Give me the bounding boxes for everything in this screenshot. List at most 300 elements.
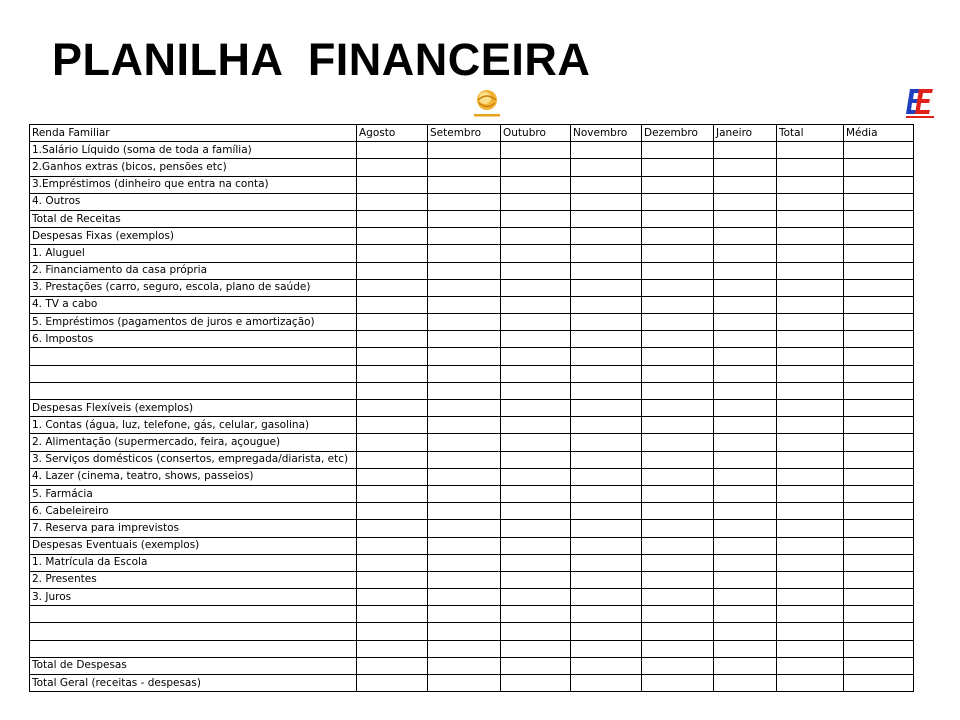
value-cell[interactable] xyxy=(357,451,428,468)
value-cell[interactable] xyxy=(714,296,777,313)
value-cell[interactable] xyxy=(357,193,428,210)
value-cell[interactable] xyxy=(571,417,642,434)
value-cell[interactable] xyxy=(777,537,844,554)
row-label: 5. Farmácia xyxy=(30,485,357,502)
value-cell[interactable] xyxy=(777,520,844,537)
table-row xyxy=(30,554,914,571)
table-row xyxy=(30,417,914,434)
value-cell[interactable] xyxy=(501,640,571,657)
value-cell[interactable] xyxy=(714,589,777,606)
value-cell[interactable] xyxy=(571,503,642,520)
value-cell[interactable] xyxy=(428,537,501,554)
value-cell[interactable] xyxy=(844,485,914,502)
value-cell[interactable] xyxy=(844,640,914,657)
value-cell[interactable] xyxy=(357,589,428,606)
value-cell[interactable] xyxy=(571,400,642,417)
row-label: Total Geral (receitas - despesas) xyxy=(30,675,357,692)
value-cell[interactable] xyxy=(714,331,777,348)
value-cell[interactable] xyxy=(642,365,714,382)
value-cell[interactable] xyxy=(714,434,777,451)
value-cell[interactable] xyxy=(501,279,571,296)
value-cell[interactable] xyxy=(428,314,501,331)
value-cell[interactable] xyxy=(714,485,777,502)
value-cell[interactable] xyxy=(501,571,571,588)
value-cell[interactable] xyxy=(571,228,642,245)
value-cell[interactable] xyxy=(844,400,914,417)
value-cell[interactable] xyxy=(714,142,777,159)
value-cell[interactable] xyxy=(777,451,844,468)
value-cell[interactable] xyxy=(714,554,777,571)
value-cell[interactable] xyxy=(844,210,914,227)
row-label: 2. Alimentação (supermercado, feira, açougue) xyxy=(30,434,357,451)
value-cell[interactable] xyxy=(777,314,844,331)
value-cell[interactable] xyxy=(357,520,428,537)
table-row xyxy=(30,400,914,417)
value-cell[interactable] xyxy=(571,623,642,640)
value-cell[interactable] xyxy=(714,623,777,640)
value-cell[interactable] xyxy=(428,417,501,434)
value-cell[interactable] xyxy=(428,434,501,451)
row-label: Despesas Eventuais (exemplos) xyxy=(30,537,357,554)
row-label xyxy=(30,382,357,399)
value-cell[interactable] xyxy=(844,296,914,313)
value-cell[interactable] xyxy=(357,623,428,640)
value-cell[interactable] xyxy=(844,348,914,365)
value-cell[interactable] xyxy=(642,451,714,468)
value-cell[interactable] xyxy=(501,606,571,623)
value-cell[interactable] xyxy=(642,606,714,623)
value-cell[interactable] xyxy=(357,468,428,485)
value-cell[interactable] xyxy=(428,159,501,176)
value-cell[interactable] xyxy=(357,279,428,296)
value-cell[interactable] xyxy=(428,485,501,502)
month-column-header: Janeiro xyxy=(714,125,777,142)
value-cell[interactable] xyxy=(357,400,428,417)
value-cell[interactable] xyxy=(571,245,642,262)
value-cell[interactable] xyxy=(777,331,844,348)
value-cell[interactable] xyxy=(642,296,714,313)
value-cell[interactable] xyxy=(501,159,571,176)
value-cell[interactable] xyxy=(571,468,642,485)
value-cell[interactable] xyxy=(714,245,777,262)
value-cell[interactable] xyxy=(428,365,501,382)
value-cell[interactable] xyxy=(844,434,914,451)
value-cell[interactable] xyxy=(777,348,844,365)
row-label: Total de Receitas xyxy=(30,210,357,227)
value-cell[interactable] xyxy=(777,228,844,245)
row-label xyxy=(30,365,357,382)
value-cell[interactable] xyxy=(428,279,501,296)
value-cell[interactable] xyxy=(428,210,501,227)
value-cell[interactable] xyxy=(357,142,428,159)
value-cell[interactable] xyxy=(428,468,501,485)
value-cell[interactable] xyxy=(714,675,777,692)
value-cell[interactable] xyxy=(357,554,428,571)
value-cell[interactable] xyxy=(501,537,571,554)
value-cell[interactable] xyxy=(357,365,428,382)
value-cell[interactable] xyxy=(777,176,844,193)
value-cell[interactable] xyxy=(571,640,642,657)
value-cell[interactable] xyxy=(357,382,428,399)
value-cell[interactable] xyxy=(714,314,777,331)
value-cell[interactable] xyxy=(571,193,642,210)
value-cell[interactable] xyxy=(571,296,642,313)
value-cell[interactable] xyxy=(642,262,714,279)
value-cell[interactable] xyxy=(844,520,914,537)
value-cell[interactable] xyxy=(571,554,642,571)
value-cell[interactable] xyxy=(777,485,844,502)
value-cell[interactable] xyxy=(844,245,914,262)
value-cell[interactable] xyxy=(777,468,844,485)
row-label: 3. Prestações (carro, seguro, escola, plano de saúde) xyxy=(30,279,357,296)
value-cell[interactable] xyxy=(844,675,914,692)
value-cell[interactable] xyxy=(844,537,914,554)
value-cell[interactable] xyxy=(844,176,914,193)
value-cell[interactable] xyxy=(501,554,571,571)
value-cell[interactable] xyxy=(501,675,571,692)
value-cell[interactable] xyxy=(357,348,428,365)
value-cell[interactable] xyxy=(501,365,571,382)
value-cell[interactable] xyxy=(357,537,428,554)
value-cell[interactable] xyxy=(501,382,571,399)
value-cell[interactable] xyxy=(501,400,571,417)
value-cell[interactable] xyxy=(501,485,571,502)
value-cell[interactable] xyxy=(777,640,844,657)
month-column-header: Dezembro xyxy=(642,125,714,142)
value-cell[interactable] xyxy=(777,382,844,399)
value-cell[interactable] xyxy=(714,262,777,279)
value-cell[interactable] xyxy=(357,434,428,451)
value-cell[interactable] xyxy=(844,228,914,245)
row-label xyxy=(30,606,357,623)
table-row xyxy=(30,434,914,451)
value-cell[interactable] xyxy=(777,623,844,640)
value-cell[interactable] xyxy=(501,331,571,348)
header-row xyxy=(30,125,914,142)
value-cell[interactable] xyxy=(642,193,714,210)
value-cell[interactable] xyxy=(501,296,571,313)
value-cell[interactable] xyxy=(501,623,571,640)
value-cell[interactable] xyxy=(357,159,428,176)
value-cell[interactable] xyxy=(844,606,914,623)
value-cell[interactable] xyxy=(428,589,501,606)
value-cell[interactable] xyxy=(428,623,501,640)
row-label: 3.Empréstimos (dinheiro que entra na conta) xyxy=(30,176,357,193)
value-cell[interactable] xyxy=(357,571,428,588)
value-cell[interactable] xyxy=(571,314,642,331)
value-cell[interactable] xyxy=(501,176,571,193)
value-cell[interactable] xyxy=(844,657,914,674)
value-cell[interactable] xyxy=(642,589,714,606)
value-cell[interactable] xyxy=(777,210,844,227)
row-label: 1.Salário Líquido (soma de toda a família) xyxy=(30,142,357,159)
value-cell[interactable] xyxy=(571,485,642,502)
value-cell[interactable] xyxy=(428,193,501,210)
value-cell[interactable] xyxy=(642,537,714,554)
value-cell[interactable] xyxy=(714,382,777,399)
row-label: 1. Contas (água, luz, telefone, gás, celular, gasolina) xyxy=(30,417,357,434)
value-cell[interactable] xyxy=(714,417,777,434)
row-label: 4. Outros xyxy=(30,193,357,210)
value-cell[interactable] xyxy=(571,348,642,365)
value-cell[interactable] xyxy=(714,193,777,210)
value-cell[interactable] xyxy=(428,176,501,193)
row-label-header: Renda Familiar xyxy=(30,125,357,142)
value-cell[interactable] xyxy=(777,279,844,296)
row-label: 1. Aluguel xyxy=(30,245,357,262)
value-cell[interactable] xyxy=(428,331,501,348)
value-cell[interactable] xyxy=(642,571,714,588)
value-cell[interactable] xyxy=(428,451,501,468)
value-cell[interactable] xyxy=(714,520,777,537)
value-cell[interactable] xyxy=(501,503,571,520)
value-cell[interactable] xyxy=(501,193,571,210)
value-cell[interactable] xyxy=(642,417,714,434)
value-cell[interactable] xyxy=(428,382,501,399)
value-cell[interactable] xyxy=(571,365,642,382)
value-cell[interactable] xyxy=(501,657,571,674)
value-cell[interactable] xyxy=(714,468,777,485)
value-cell[interactable] xyxy=(844,417,914,434)
value-cell[interactable] xyxy=(428,675,501,692)
value-cell[interactable] xyxy=(642,675,714,692)
value-cell[interactable] xyxy=(571,142,642,159)
value-cell[interactable] xyxy=(642,245,714,262)
value-cell[interactable] xyxy=(714,606,777,623)
value-cell[interactable] xyxy=(844,571,914,588)
value-cell[interactable] xyxy=(357,331,428,348)
value-cell[interactable] xyxy=(642,503,714,520)
value-cell[interactable] xyxy=(642,176,714,193)
value-cell[interactable] xyxy=(642,228,714,245)
row-label: Despesas Flexíveis (exemplos) xyxy=(30,400,357,417)
table-row xyxy=(30,675,914,692)
value-cell[interactable] xyxy=(642,142,714,159)
value-cell[interactable] xyxy=(714,365,777,382)
value-cell[interactable] xyxy=(357,675,428,692)
value-cell[interactable] xyxy=(844,193,914,210)
value-cell[interactable] xyxy=(642,554,714,571)
value-cell[interactable] xyxy=(777,554,844,571)
value-cell[interactable] xyxy=(428,348,501,365)
value-cell[interactable] xyxy=(357,262,428,279)
value-cell[interactable] xyxy=(501,245,571,262)
value-cell[interactable] xyxy=(777,589,844,606)
table-row xyxy=(30,331,914,348)
table-row xyxy=(30,193,914,210)
value-cell[interactable] xyxy=(428,606,501,623)
value-cell[interactable] xyxy=(777,296,844,313)
value-cell[interactable] xyxy=(844,331,914,348)
value-cell[interactable] xyxy=(571,657,642,674)
value-cell[interactable] xyxy=(428,296,501,313)
month-column-header: Novembro xyxy=(571,125,642,142)
value-cell[interactable] xyxy=(357,485,428,502)
value-cell[interactable] xyxy=(642,657,714,674)
value-cell[interactable] xyxy=(844,142,914,159)
value-cell[interactable] xyxy=(844,503,914,520)
value-cell[interactable] xyxy=(642,159,714,176)
table-row xyxy=(30,159,914,176)
row-label: 6. Impostos xyxy=(30,331,357,348)
value-cell[interactable] xyxy=(428,142,501,159)
value-cell[interactable] xyxy=(777,606,844,623)
value-cell[interactable] xyxy=(501,468,571,485)
value-cell[interactable] xyxy=(357,503,428,520)
value-cell[interactable] xyxy=(428,640,501,657)
value-cell[interactable] xyxy=(714,451,777,468)
value-cell[interactable] xyxy=(714,279,777,296)
value-cell[interactable] xyxy=(501,417,571,434)
value-cell[interactable] xyxy=(844,468,914,485)
value-cell[interactable] xyxy=(501,262,571,279)
value-cell[interactable] xyxy=(714,571,777,588)
month-column-header: Média xyxy=(844,125,914,142)
value-cell[interactable] xyxy=(642,279,714,296)
value-cell[interactable] xyxy=(571,210,642,227)
value-cell[interactable] xyxy=(844,279,914,296)
table-row xyxy=(30,520,914,537)
value-cell[interactable] xyxy=(844,589,914,606)
value-cell[interactable] xyxy=(714,503,777,520)
value-cell[interactable] xyxy=(642,348,714,365)
row-label xyxy=(30,348,357,365)
value-cell[interactable] xyxy=(428,262,501,279)
value-cell[interactable] xyxy=(571,537,642,554)
value-cell[interactable] xyxy=(642,434,714,451)
value-cell[interactable] xyxy=(777,193,844,210)
value-cell[interactable] xyxy=(777,142,844,159)
value-cell[interactable] xyxy=(357,245,428,262)
table-row xyxy=(30,348,914,365)
page-title: PLANILHA FINANCEIRA xyxy=(52,34,591,85)
value-cell[interactable] xyxy=(501,228,571,245)
row-label: Total de Despesas xyxy=(30,657,357,674)
value-cell[interactable] xyxy=(357,606,428,623)
table-row xyxy=(30,606,914,623)
value-cell[interactable] xyxy=(714,228,777,245)
value-cell[interactable] xyxy=(642,623,714,640)
value-cell[interactable] xyxy=(501,434,571,451)
value-cell[interactable] xyxy=(642,382,714,399)
table-row xyxy=(30,279,914,296)
value-cell[interactable] xyxy=(357,296,428,313)
value-cell[interactable] xyxy=(501,520,571,537)
value-cell[interactable] xyxy=(571,279,642,296)
value-cell[interactable] xyxy=(714,348,777,365)
value-cell[interactable] xyxy=(642,640,714,657)
value-cell[interactable] xyxy=(642,520,714,537)
value-cell[interactable] xyxy=(428,228,501,245)
value-cell[interactable] xyxy=(357,314,428,331)
value-cell[interactable] xyxy=(777,262,844,279)
value-cell[interactable] xyxy=(642,400,714,417)
value-cell[interactable] xyxy=(428,657,501,674)
row-label: 3. Serviços domésticos (consertos, empregada/diarista, etc) xyxy=(30,451,357,468)
table-row xyxy=(30,657,914,674)
value-cell[interactable] xyxy=(844,382,914,399)
value-cell[interactable] xyxy=(777,400,844,417)
value-cell[interactable] xyxy=(571,606,642,623)
value-cell[interactable] xyxy=(571,571,642,588)
value-cell[interactable] xyxy=(777,675,844,692)
value-cell[interactable] xyxy=(844,365,914,382)
value-cell[interactable] xyxy=(714,176,777,193)
value-cell[interactable] xyxy=(571,262,642,279)
value-cell[interactable] xyxy=(642,331,714,348)
value-cell[interactable] xyxy=(714,400,777,417)
value-cell[interactable] xyxy=(428,503,501,520)
table-row xyxy=(30,640,914,657)
value-cell[interactable] xyxy=(777,571,844,588)
value-cell[interactable] xyxy=(642,468,714,485)
value-cell[interactable] xyxy=(501,589,571,606)
value-cell[interactable] xyxy=(428,554,501,571)
value-cell[interactable] xyxy=(777,245,844,262)
value-cell[interactable] xyxy=(428,520,501,537)
value-cell[interactable] xyxy=(571,451,642,468)
value-cell[interactable] xyxy=(844,623,914,640)
value-cell[interactable] xyxy=(642,314,714,331)
value-cell[interactable] xyxy=(777,434,844,451)
value-cell[interactable] xyxy=(777,417,844,434)
value-cell[interactable] xyxy=(571,331,642,348)
value-cell[interactable] xyxy=(501,210,571,227)
value-cell[interactable] xyxy=(357,657,428,674)
value-cell[interactable] xyxy=(777,657,844,674)
value-cell[interactable] xyxy=(571,675,642,692)
value-cell[interactable] xyxy=(642,485,714,502)
table-row xyxy=(30,176,914,193)
value-cell[interactable] xyxy=(357,640,428,657)
value-cell[interactable] xyxy=(357,210,428,227)
value-cell[interactable] xyxy=(844,314,914,331)
value-cell[interactable] xyxy=(571,589,642,606)
value-cell[interactable] xyxy=(571,382,642,399)
value-cell[interactable] xyxy=(357,417,428,434)
value-cell[interactable] xyxy=(428,245,501,262)
value-cell[interactable] xyxy=(501,314,571,331)
value-cell[interactable] xyxy=(844,159,914,176)
value-cell[interactable] xyxy=(428,400,501,417)
value-cell[interactable] xyxy=(428,571,501,588)
value-cell[interactable] xyxy=(571,176,642,193)
value-cell[interactable] xyxy=(501,348,571,365)
value-cell[interactable] xyxy=(844,451,914,468)
value-cell[interactable] xyxy=(777,159,844,176)
value-cell[interactable] xyxy=(571,520,642,537)
value-cell[interactable] xyxy=(714,640,777,657)
table-row xyxy=(30,485,914,502)
month-column-header: Setembro xyxy=(428,125,501,142)
value-cell[interactable] xyxy=(642,210,714,227)
value-cell[interactable] xyxy=(844,262,914,279)
ee-brand-logo-icon xyxy=(904,86,936,120)
value-cell[interactable] xyxy=(571,434,642,451)
value-cell[interactable] xyxy=(714,210,777,227)
value-cell[interactable] xyxy=(357,176,428,193)
value-cell[interactable] xyxy=(714,657,777,674)
value-cell[interactable] xyxy=(714,159,777,176)
value-cell[interactable] xyxy=(357,228,428,245)
value-cell[interactable] xyxy=(501,451,571,468)
value-cell[interactable] xyxy=(714,537,777,554)
value-cell[interactable] xyxy=(777,365,844,382)
value-cell[interactable] xyxy=(571,159,642,176)
value-cell[interactable] xyxy=(777,503,844,520)
value-cell[interactable] xyxy=(501,142,571,159)
value-cell[interactable] xyxy=(844,554,914,571)
